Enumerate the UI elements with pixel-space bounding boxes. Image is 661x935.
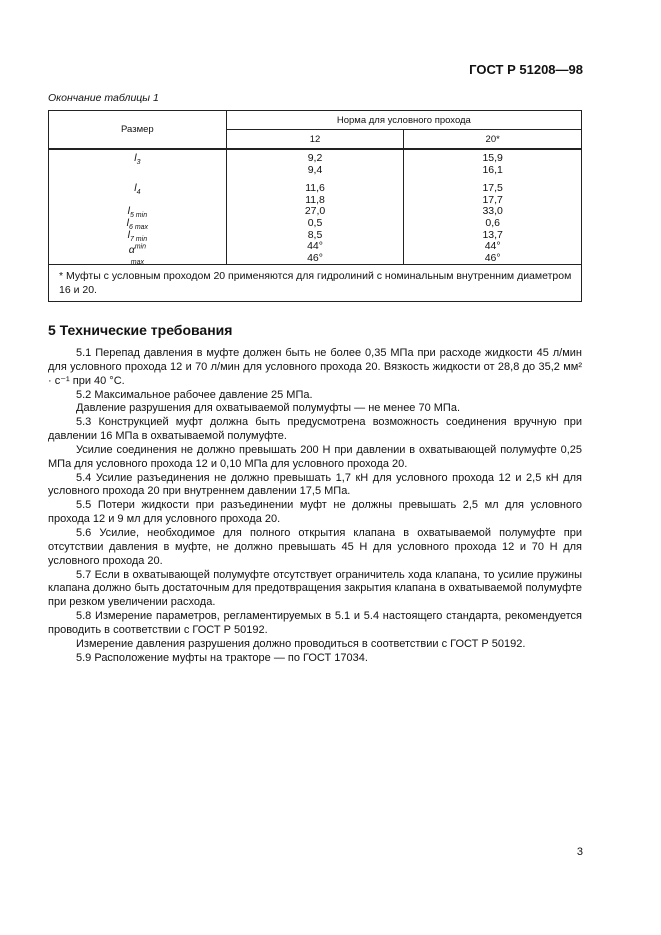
value-12: 9,4 bbox=[307, 163, 323, 176]
section-body bbox=[48, 347, 582, 665]
value-12: 11,6 bbox=[305, 182, 325, 195]
value-12: 9,2 bbox=[307, 152, 323, 164]
row-name-alpha-max: max bbox=[130, 258, 144, 266]
size-names-cell bbox=[49, 149, 227, 265]
paragraph: 5.7 Если в охватывающей полумуфте отсутствует ограничитель хода клапана, то усилие пружины клапана должно быть достаточным для предотвращения закрытия клапана в охватываемой полумуфте при резком увеличении расхода. bbox=[48, 568, 582, 609]
value-12: 0,5 bbox=[307, 216, 323, 229]
paragraph: 5.9 Расположение муфты на тракторе — по ГОСТ 17034. bbox=[76, 651, 368, 664]
value-20: 16,1 bbox=[482, 163, 503, 176]
value-20: 15,9 bbox=[482, 152, 503, 164]
value-12: 27,0 bbox=[304, 205, 326, 218]
section-title: 5 Технические требования bbox=[48, 322, 233, 338]
table-caption: Окончание таблицы 1 bbox=[48, 92, 159, 104]
col-header-20: 20* bbox=[404, 130, 582, 150]
paragraph: 5.1 Перепад давления в муфте должен быть не более 0,35 МПа при расходе жидкости 45 л/мин для условного прохода 12 и 70 л/мин для условного прохода 20. Вязкость жидкости от 28,8 до 35,2 мм² · с⁻¹ при 40 °С. bbox=[48, 347, 582, 387]
value-20: 17,5 bbox=[482, 182, 503, 195]
paragraph: Усилие соединения не должно превышать 200 Н при давлении в охватывающей полумуфте 0,25 МПа для условного прохода 12 и 0,10 МПа для условного прохода 20. bbox=[48, 443, 582, 470]
table-footnote: * Муфты с условным проходом 20 применяются для гидролиний с номинальным внутренним диаметром 16 и 20. bbox=[49, 265, 582, 302]
row-name-alpha: $\alpha^{min}$ bbox=[128, 243, 146, 256]
paragraph: 5.5 Потери жидкости при разъединении муфт не должны превышать 2,5 мл для условного прохода 12 и 9 мл для условного прохода 20. bbox=[48, 499, 582, 526]
paragraph: 5.6 Усилие, необходимое для полного открытия клапана в охватываемой полумуфте при отсутствии давления в муфте, не должно превышать 45 Н для условного прохода 12 и 70 Н для условного прохода 20. bbox=[48, 526, 582, 567]
row-name-l6: $l_{6 max}$ bbox=[126, 216, 149, 232]
document-code: ГОСТ Р 51208—98 bbox=[469, 62, 583, 77]
row-name-l5: $l_{5 min}$ bbox=[127, 205, 148, 220]
value-20: 44° bbox=[484, 240, 501, 253]
col-header-size: Размер bbox=[49, 111, 227, 150]
col-header-12: 12 bbox=[226, 130, 404, 150]
value-20: 13,7 bbox=[482, 228, 503, 241]
value-20: 17,7 bbox=[482, 193, 503, 206]
row-name-l7: $l_{7 min}$ bbox=[127, 228, 148, 243]
page-number: 3 bbox=[576, 846, 583, 858]
value-12: 8,5 bbox=[307, 228, 323, 241]
paragraph: 5.2 Максимальное рабочее давление 25 МПа. bbox=[76, 388, 313, 401]
paragraph: Давление разрушения для охватываемой полумуфты — не менее 70 МПа. bbox=[76, 402, 461, 415]
specs-table bbox=[48, 110, 582, 302]
value-12: 46° bbox=[307, 251, 323, 264]
values-20-cell bbox=[404, 149, 582, 265]
value-20: 46° bbox=[484, 251, 501, 264]
value-12: 44° bbox=[307, 240, 323, 253]
values-12-cell bbox=[226, 149, 404, 265]
value-20: 33,0 bbox=[482, 205, 503, 218]
row-name-l4: $l_4$ bbox=[134, 182, 141, 197]
row-name-l3: $l_3$ bbox=[134, 152, 141, 167]
paragraph: 5.4 Усилие разъединения не должно превышать 1,7 кН для условного прохода 12 и 2,5 кН для условного прохода 20 при внутреннем давлении 17,5 МПа. bbox=[48, 471, 582, 498]
value-12: 11,8 bbox=[305, 193, 325, 206]
paragraph: 5.3 Конструкцией муфт должна быть предусмотрена возможность соединения вручную при давлении 16 МПа в охватываемой полумуфте. bbox=[48, 416, 582, 443]
value-20: 0,6 bbox=[485, 216, 500, 229]
col-header-norm: Норма для условного прохода bbox=[226, 111, 581, 130]
paragraph: 5.8 Измерение параметров, регламентируемых в 5.1 и 5.4 настоящего стандарта, рекомендуется проводить в соответствии с ГОСТ Р 50192. bbox=[48, 610, 582, 636]
paragraph: Измерение давления разрушения должно проводиться в соответствии с ГОСТ Р 50192. bbox=[76, 637, 526, 650]
